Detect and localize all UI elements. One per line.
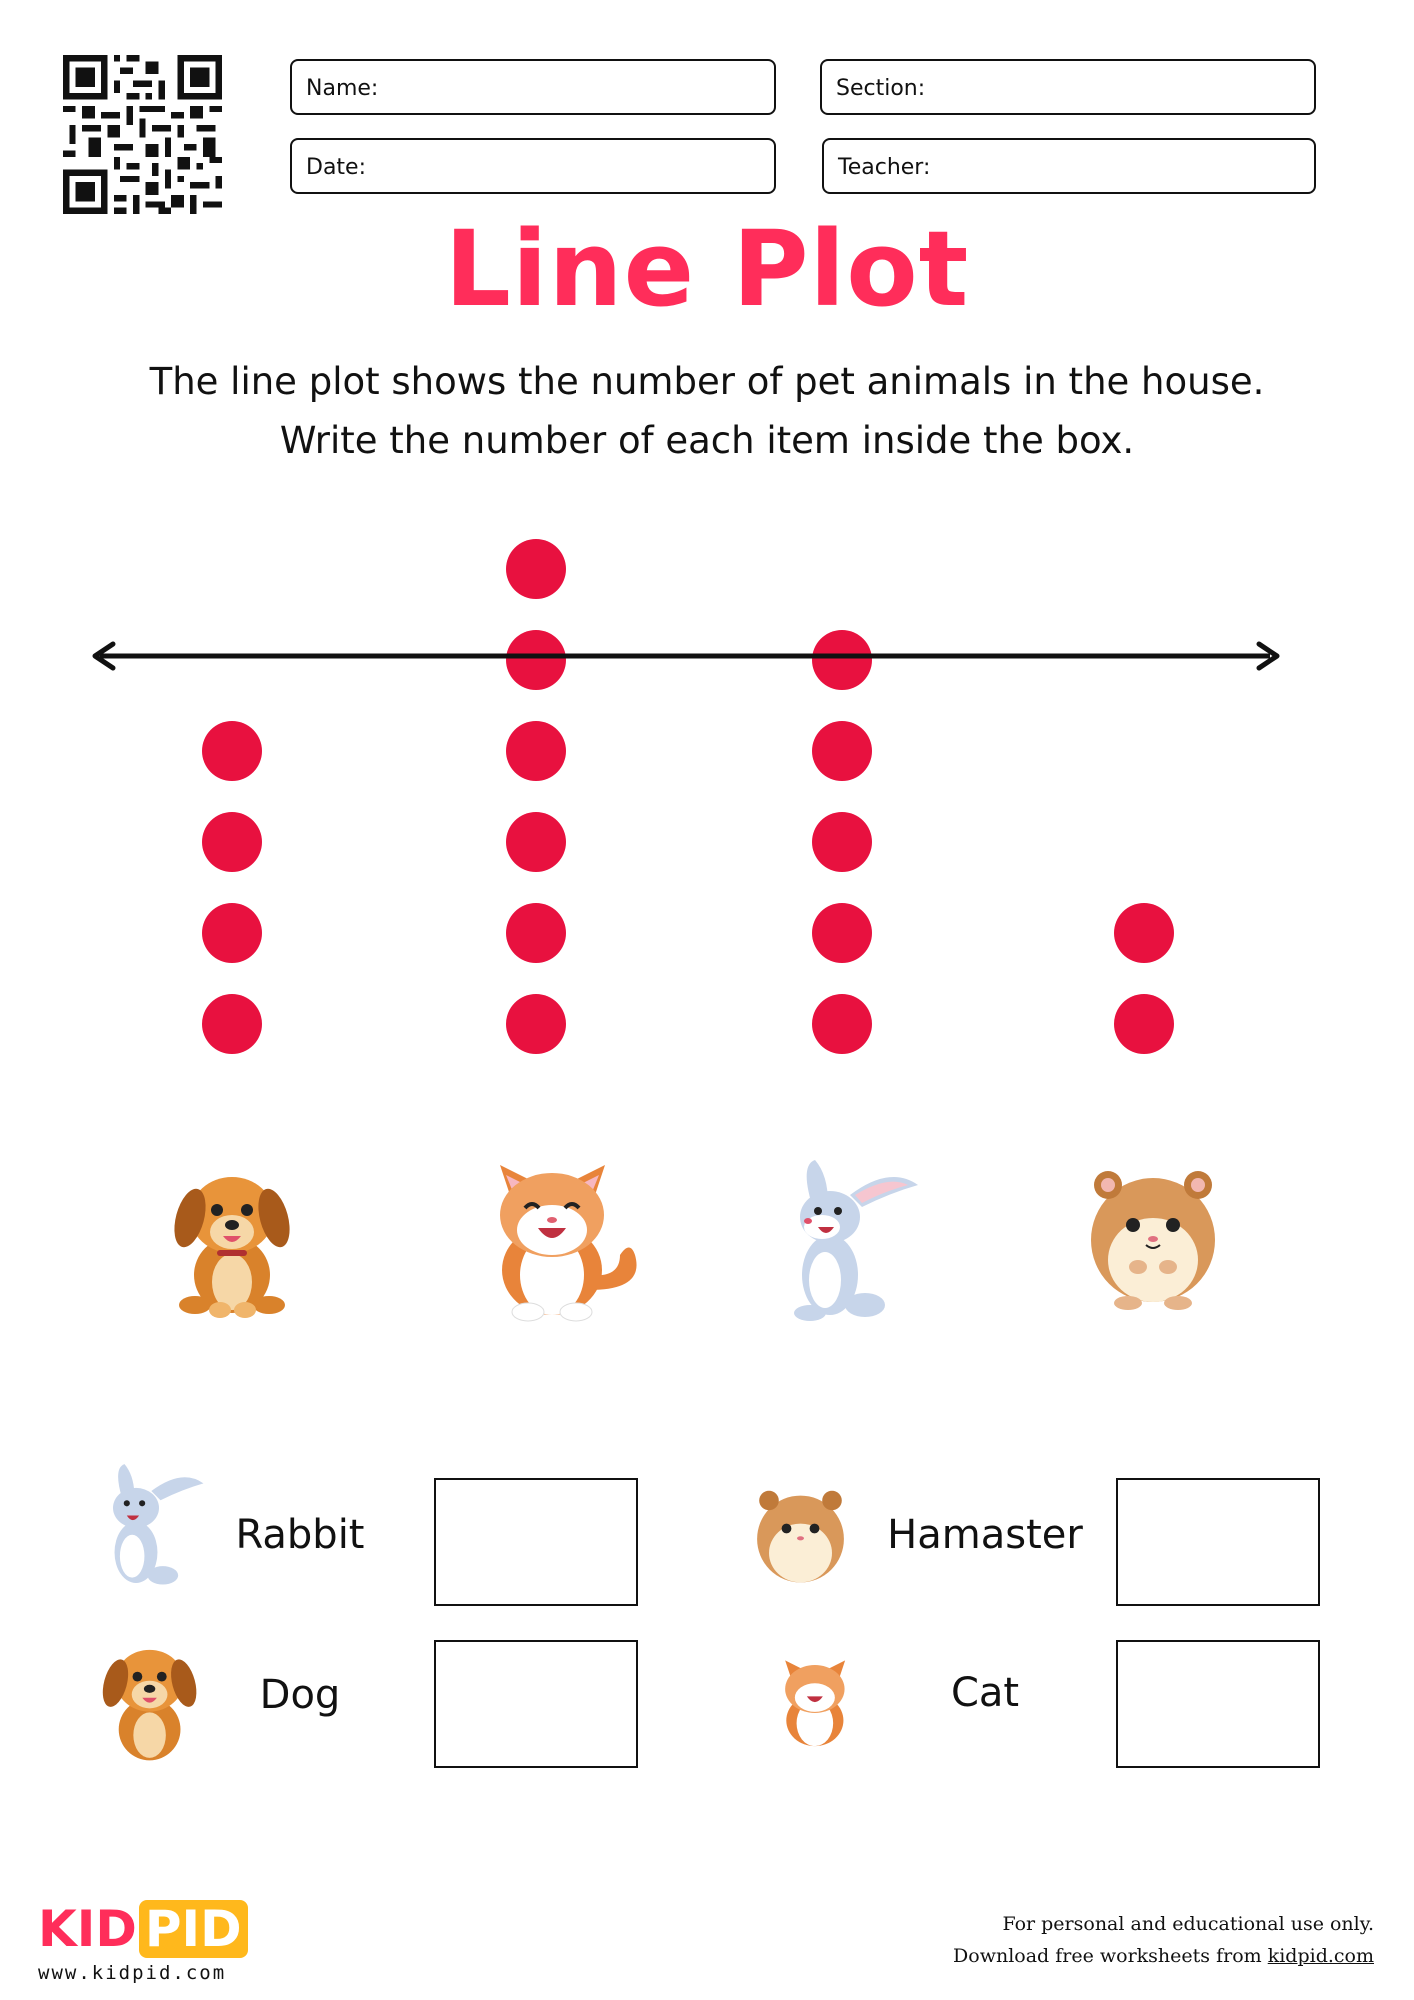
dot-cat-2 <box>506 903 566 963</box>
answer-box-cat[interactable] <box>1116 1640 1320 1768</box>
qr-code-icon <box>63 55 222 214</box>
instruction-line-2: Write the number of each item inside the box. <box>279 419 1135 462</box>
cat-icon <box>768 1645 868 1753</box>
footer-download-prefix: Download free worksheets from <box>953 1945 1262 1967</box>
date-field[interactable]: Date: <box>290 138 776 194</box>
answer-box-dog[interactable] <box>434 1640 638 1768</box>
dot-cat-4 <box>506 721 566 781</box>
dog-icon <box>95 1636 205 1766</box>
dot-cat-1 <box>506 994 566 1054</box>
page-title: Line Plot <box>444 208 970 330</box>
dot-rabbit-3 <box>812 812 872 872</box>
rabbit-icon <box>90 1458 205 1593</box>
logo-kid: KID <box>38 1900 137 1958</box>
name-field[interactable]: Name: <box>290 59 776 115</box>
dot-rabbit-1 <box>812 994 872 1054</box>
answer-label-rabbit: Rabbit <box>235 1512 365 1558</box>
dot-cat-3 <box>506 812 566 872</box>
dot-cat-5 <box>506 630 566 690</box>
dot-dog-2 <box>202 903 262 963</box>
line-plot-chart <box>80 520 1300 1080</box>
answer-label-hamster: Hamaster <box>887 1512 1083 1558</box>
footer-download-note <box>953 1945 1374 1967</box>
answer-box-rabbit[interactable] <box>434 1478 638 1606</box>
teacher-field[interactable]: Teacher: <box>822 138 1316 194</box>
dog-icon <box>165 1160 300 1320</box>
dot-dog-1 <box>202 994 262 1054</box>
dot-hamster-1 <box>1114 994 1174 1054</box>
answer-label-dog: Dog <box>259 1672 341 1718</box>
footer-usage-note: For personal and educational use only. <box>1002 1913 1374 1935</box>
answer-label-cat: Cat <box>950 1670 1020 1716</box>
instruction-line-1: The line plot shows the number of pet animals in the house. <box>149 360 1265 403</box>
hamster-icon <box>748 1478 853 1593</box>
cat-icon <box>470 1140 645 1325</box>
dot-rabbit-5 <box>812 630 872 690</box>
logo-pid: PID <box>139 1900 248 1958</box>
dot-dog-4 <box>202 721 262 781</box>
dot-hamster-2 <box>1114 903 1174 963</box>
logo-url: www.kidpid.com <box>38 1962 227 1984</box>
section-field[interactable]: Section: <box>820 59 1316 115</box>
dot-dog-3 <box>202 812 262 872</box>
kidpid-logo <box>38 1900 248 1958</box>
dot-rabbit-4 <box>812 721 872 781</box>
answer-box-hamster[interactable] <box>1116 1478 1320 1606</box>
footer-link[interactable]: kidpid.com <box>1267 1945 1374 1967</box>
dot-rabbit-2 <box>812 903 872 963</box>
hamster-icon <box>1078 1155 1228 1315</box>
rabbit-icon <box>770 1155 920 1325</box>
dot-cat-6 <box>506 539 566 599</box>
